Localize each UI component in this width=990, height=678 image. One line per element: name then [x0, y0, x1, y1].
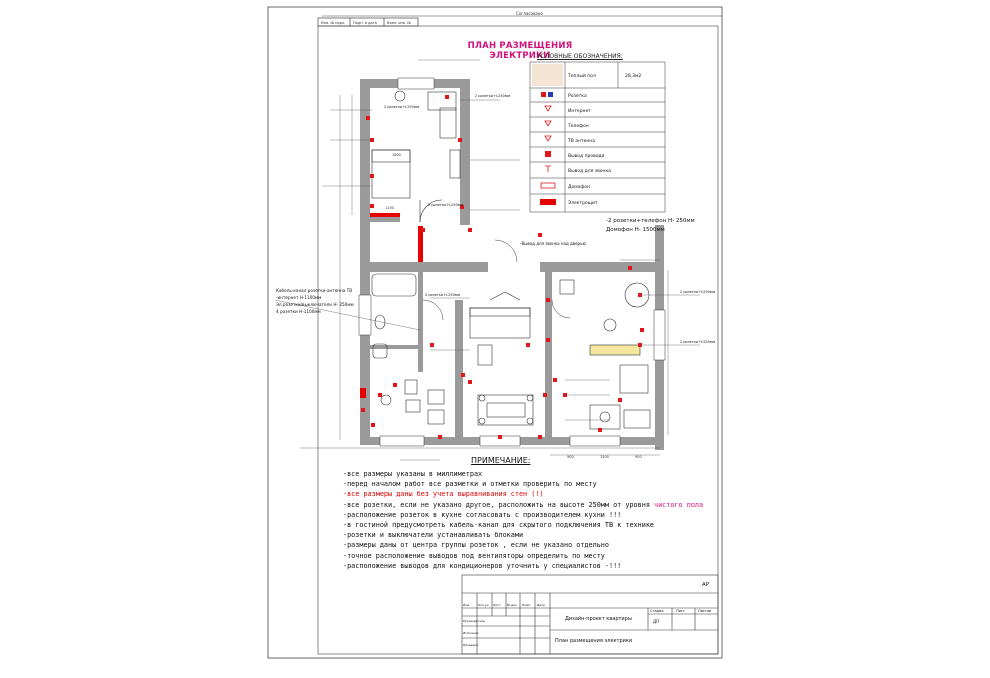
- doorbell-outlet-icon: [545, 166, 551, 172]
- top-label: Согласовано: [516, 11, 543, 16]
- title-block-stage-label: Стадия: [650, 609, 664, 613]
- legend-socket-label: Розетка: [568, 94, 587, 99]
- callout-left-3: Эл.розетки/выключатели Н- 250мм: [276, 302, 354, 307]
- note-line: -перед началом работ все разметки и отметки проверить по месту: [343, 480, 597, 489]
- svg-text:900: 900: [567, 455, 574, 459]
- socket-marker: [553, 378, 557, 382]
- title-block-col-5: Подп.: [522, 603, 532, 607]
- socket-marker: [366, 116, 370, 120]
- note-line: -точное расположение выводов под вентиляторы определить по месту: [343, 551, 605, 560]
- top-stamp-cell-1: Изм. № подл.: [321, 21, 346, 25]
- title-block-sheets-label: Листов: [698, 609, 712, 613]
- legend-internet-label: Интернет: [568, 109, 591, 114]
- callout-small-5: 2 розетки Н-250мм: [680, 340, 716, 344]
- note-line: -розетки и выключатели устанавливать блоками: [343, 531, 524, 540]
- dimension-lines: [275, 60, 700, 460]
- legend-panel-label: Электрощит: [568, 201, 598, 206]
- socket-marker: [430, 343, 434, 347]
- title-block-sheet-label: Лист: [676, 609, 685, 613]
- socket-marker: [618, 398, 622, 402]
- notes-list: [343, 469, 723, 571]
- title-block-project: Дизайн-проект квартиры: [565, 616, 632, 622]
- tv-antenna-icon: [545, 136, 551, 141]
- socket-marker: [526, 343, 530, 347]
- socket-marker: [370, 174, 374, 178]
- title-block-role-1: Руководитель: [463, 619, 486, 623]
- socket-marker: [371, 423, 375, 427]
- svg-text:1800: 1800: [392, 153, 401, 157]
- socket-marker: [640, 328, 644, 332]
- callout-right-2: Домофон Н- 1500мм: [606, 227, 665, 233]
- title-block-sheet-name: План размещения электрики: [555, 638, 633, 644]
- svg-text:900: 900: [635, 455, 642, 459]
- socket-marker: [543, 393, 547, 397]
- page-title: ПЛАН РАЗМЕЩЕНИЯ ЭЛЕКТРИКИ: [467, 41, 573, 61]
- legend-title: УСЛОВНЫЕ ОБОЗНАЧЕНИЯ:: [537, 53, 623, 60]
- title-block-col-3: Лист: [493, 603, 501, 607]
- socket-marker: [393, 383, 397, 387]
- legend-warm-floor-value: 28,3м2: [625, 74, 642, 79]
- warm-floor-hatch: [532, 64, 563, 86]
- callout-bell: -Вывод для звонка над дверью: [520, 241, 586, 246]
- socket-marker: [546, 338, 550, 342]
- intercom-icon: [541, 183, 555, 188]
- legend-warm-floor-label: Теплый пол: [568, 74, 596, 79]
- internet-socket-icon: [545, 106, 551, 111]
- callout-small-3: 2 розетки Н-250мм: [425, 293, 461, 297]
- dimension-values: [385, 153, 642, 459]
- note-line: -расположение розеток в кухне согласовать с производителем кухни !!!: [343, 510, 622, 519]
- living-room-furniture: [428, 292, 533, 425]
- socket-marker: [538, 233, 542, 237]
- bathroom-fixtures: [372, 274, 420, 412]
- top-stamp-cell-2: Подп. и дата: [353, 21, 377, 25]
- title-block-role-2: Исполнил: [463, 631, 479, 635]
- title-block-role-3: Проверил: [463, 643, 479, 647]
- socket-marker: [546, 298, 550, 302]
- callout-left-1: Кабель-канал розетки-антенна ТВ: [276, 288, 353, 293]
- wire-outlet-icon: [545, 151, 551, 157]
- legend-bell-label: Вывод для звонка: [568, 169, 611, 174]
- socket-marker: [421, 228, 425, 232]
- note-line: -в гостиной предусмотреть кабель-канал для скрытого подключения ТВ к технике: [343, 521, 654, 530]
- note-line: -размеры даны от центра группы розеток , если не указано отдельно: [343, 541, 609, 550]
- socket-marker: [458, 138, 462, 142]
- phone-socket-icon: [545, 121, 551, 126]
- legend-tv-label: ТВ антенна: [568, 139, 595, 144]
- socket-marker: [461, 373, 465, 377]
- callout-left-4: 4 розетки Н-1100мм: [276, 309, 321, 314]
- title-block-col-1: Изм.: [463, 603, 471, 607]
- socket-marker: [498, 435, 502, 439]
- top-stamp-cell-3: Взам. инв. №: [387, 21, 411, 25]
- notes-title: ПРИМЕЧАНИЕ:: [471, 456, 531, 465]
- legend-phone-label: Телефон: [568, 124, 589, 129]
- note-line: -все размеры даны без учета выравнивания стен (!): [343, 490, 544, 499]
- note-line-highlight: чистого пола: [654, 500, 704, 509]
- socket-marker: [438, 435, 442, 439]
- note-line: -расположение выводов для кондиционеров уточнить у специалистов -!!!: [343, 561, 622, 570]
- callout-small-6: 2 розетки Н-250мм: [428, 203, 464, 207]
- socket-marker: [628, 266, 632, 270]
- socket-marker: [598, 428, 602, 432]
- note-line: [343, 500, 723, 510]
- kitchen-furniture: [560, 280, 650, 429]
- legend-intercom-label: Домофон: [568, 185, 590, 190]
- callout-small-1: 2 розетки Н-250мм: [475, 94, 511, 98]
- callout-right-1: -2 розетки+телефон Н- 250мм: [606, 218, 695, 224]
- callout-small-4: 2 розетки Н-250мм: [680, 290, 716, 294]
- title-block-code: АР: [702, 582, 710, 588]
- title-block-col-2: Кол.уч.: [478, 603, 490, 607]
- socket-marker: [538, 435, 542, 439]
- legend-wire-label: Вывод провода: [568, 154, 605, 159]
- title-block-stage-value: ДП: [653, 619, 660, 624]
- callout-left-2: -интернет Н-1100мм: [276, 295, 322, 300]
- socket-marker: [370, 204, 374, 208]
- electrical-panel-icon: [540, 199, 556, 205]
- socket-marker: [468, 228, 472, 232]
- socket-marker: [468, 380, 472, 384]
- socket-icon: [541, 92, 553, 97]
- socket-marker: [361, 408, 365, 412]
- note-line-text: -все розетки, если не указано другое, расположить на высоте 250мм от уровня: [343, 500, 650, 509]
- walls: [360, 79, 664, 450]
- title-block-col-4: № док.: [507, 603, 518, 607]
- svg-text:1500: 1500: [600, 455, 609, 459]
- callout-small-2: 2 розетки Н-250мм: [384, 105, 420, 109]
- socket-marker: [445, 95, 449, 99]
- socket-marker: [378, 393, 382, 397]
- note-line: -все размеры указаны в миллиметрах: [343, 470, 483, 478]
- title-block-col-6: Дата: [537, 603, 545, 607]
- svg-text:1150: 1150: [385, 206, 394, 210]
